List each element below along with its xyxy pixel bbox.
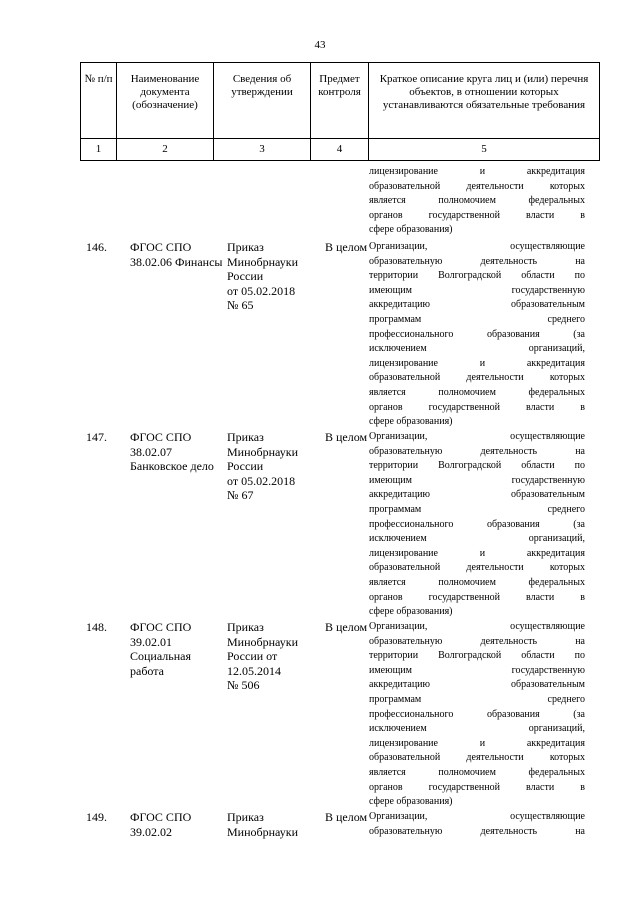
- text-line: программам среднего: [369, 503, 585, 515]
- approval-info: [227, 240, 315, 313]
- text-line: Организации, осуществляющие: [369, 811, 585, 822]
- control-subject: В целом: [325, 240, 368, 254]
- description: [369, 620, 585, 810]
- text-line: имеющим государственную: [369, 474, 585, 486]
- header-col-document-name: Наименование документа (обозначение): [117, 63, 214, 139]
- text-line: 39.02.02: [130, 824, 172, 839]
- document-name: [130, 240, 225, 269]
- text-line: лицензирование и аккредитация: [369, 357, 585, 369]
- text-line: России: [227, 269, 264, 284]
- text-line: образовательную деятельность на: [369, 825, 585, 837]
- text-line: России от: [227, 649, 278, 664]
- row-number: 147.: [86, 430, 107, 444]
- text-line: Минобрнауки: [227, 444, 299, 459]
- text-line: аккредитацию образовательным: [369, 299, 585, 311]
- text-line: имеющим государственную: [369, 284, 585, 296]
- text-line: сфере образования): [369, 224, 453, 236]
- text-line: органов государственной власти в: [369, 591, 585, 603]
- text-line: исключением организаций,: [369, 723, 585, 735]
- control-subject: В целом: [325, 620, 368, 634]
- description: [369, 810, 585, 839]
- text-line: исключением организаций,: [369, 343, 585, 355]
- text-line: ФГОС СПО: [130, 810, 192, 824]
- text-line: является полномочием федеральных: [369, 576, 585, 588]
- text-line: образовательную деятельность на: [369, 255, 585, 267]
- text-line: образовательную деятельность на: [369, 445, 585, 457]
- header-col-description: Краткое описание круга лиц и (или) перечня объектов, в отношении которых устанавливаются обязательные требования: [369, 63, 600, 139]
- header-col-number: № п/п: [81, 63, 117, 139]
- text-line: образовательную деятельность на: [369, 635, 585, 647]
- text-line: аккредитацию образовательным: [369, 489, 585, 501]
- text-line: ФГОС СПО: [130, 430, 192, 444]
- header-num: 5: [369, 139, 600, 161]
- text-line: работа: [130, 663, 164, 678]
- text-line: образовательной деятельности которых: [369, 752, 585, 764]
- description: [369, 240, 585, 430]
- text-line: лицензирование и аккредитация: [369, 737, 585, 749]
- description: [369, 430, 585, 620]
- header-num: 4: [311, 139, 369, 161]
- text-line: органов государственной власти в: [369, 401, 585, 413]
- header-num: 1: [81, 139, 117, 161]
- document-name: [130, 430, 225, 474]
- text-line: Приказ: [227, 810, 264, 824]
- text-line: является полномочием федеральных: [369, 386, 585, 398]
- text-line: образовательной деятельности которых: [369, 562, 585, 574]
- text-line: является полномочием федеральных: [369, 195, 585, 207]
- text-line: сфере образования): [369, 796, 453, 808]
- text-line: профессионального образования (за: [369, 708, 585, 720]
- text-line: Приказ: [227, 430, 264, 444]
- text-line: образовательной деятельности которых: [369, 372, 585, 384]
- text-line: образовательной деятельности которых: [369, 180, 585, 192]
- text-line: Приказ: [227, 240, 264, 254]
- approval-info: [227, 810, 315, 839]
- page-number: 43: [314, 39, 326, 51]
- row-number: 148.: [86, 620, 107, 634]
- text-line: исключением организаций,: [369, 533, 585, 545]
- row-number: 149.: [86, 810, 107, 824]
- text-line: территории Волгоградской области по: [369, 650, 585, 662]
- text-line: является полномочием федеральных: [369, 766, 585, 778]
- text-line: ФГОС СПО: [130, 240, 192, 254]
- text-line: Приказ: [227, 620, 264, 634]
- text-line: лицензирование и аккредитация: [369, 547, 585, 559]
- text-line: от 05.02.2018: [227, 473, 296, 488]
- header-num: 2: [117, 139, 214, 161]
- text-line: Минобрнауки: [227, 634, 299, 649]
- control-subject: В целом: [325, 810, 368, 824]
- text-line: программам среднего: [369, 693, 585, 705]
- text-line: территории Волгоградской области по: [369, 270, 585, 282]
- text-line: программам среднего: [369, 313, 585, 325]
- header-num: 3: [214, 139, 311, 161]
- text-line: от 05.02.2018: [227, 283, 296, 298]
- approval-info: [227, 620, 315, 693]
- text-line: Организации, осуществляющие: [369, 241, 585, 252]
- text-line: ФГОС СПО: [130, 620, 192, 634]
- text-line: № 67: [227, 488, 254, 503]
- text-line: 39.02.01: [130, 634, 172, 649]
- text-line: 12.05.2014: [227, 663, 281, 678]
- document-name: [130, 810, 225, 839]
- text-line: профессионального образования (за: [369, 328, 585, 340]
- text-line: сфере образования): [369, 416, 453, 428]
- text-line: 38.02.06 Финансы: [130, 254, 223, 269]
- row-number: 146.: [86, 240, 107, 254]
- text-line: Минобрнауки: [227, 824, 299, 839]
- table-header: [80, 62, 600, 161]
- header-col-control-subject: Предмет контроля: [311, 63, 369, 139]
- text-line: 38.02.07: [130, 444, 172, 459]
- text-line: Минобрнауки: [227, 254, 299, 269]
- text-line: Организации, осуществляющие: [369, 621, 585, 632]
- header-col-approval: Сведения об утверждении: [214, 63, 311, 139]
- text-line: профессионального образования (за: [369, 518, 585, 530]
- control-subject: В целом: [325, 430, 368, 444]
- text-line: России: [227, 459, 264, 474]
- text-line: аккредитацию образовательным: [369, 679, 585, 691]
- text-line: № 65: [227, 298, 254, 313]
- text-line: органов государственной власти в: [369, 781, 585, 793]
- text-line: № 506: [227, 678, 260, 693]
- text-line: Социальная: [130, 649, 192, 664]
- approval-info: [227, 430, 315, 503]
- continuation-text: [369, 165, 585, 238]
- text-line: лицензирование и аккредитация: [369, 166, 585, 177]
- text-line: имеющим государственную: [369, 664, 585, 676]
- text-line: сфере образования): [369, 606, 453, 618]
- text-line: Организации, осуществляющие: [369, 431, 585, 442]
- text-line: Банковское дело: [130, 459, 214, 474]
- text-line: органов государственной власти в: [369, 209, 585, 221]
- document-name: [130, 620, 225, 678]
- text-line: территории Волгоградской области по: [369, 460, 585, 472]
